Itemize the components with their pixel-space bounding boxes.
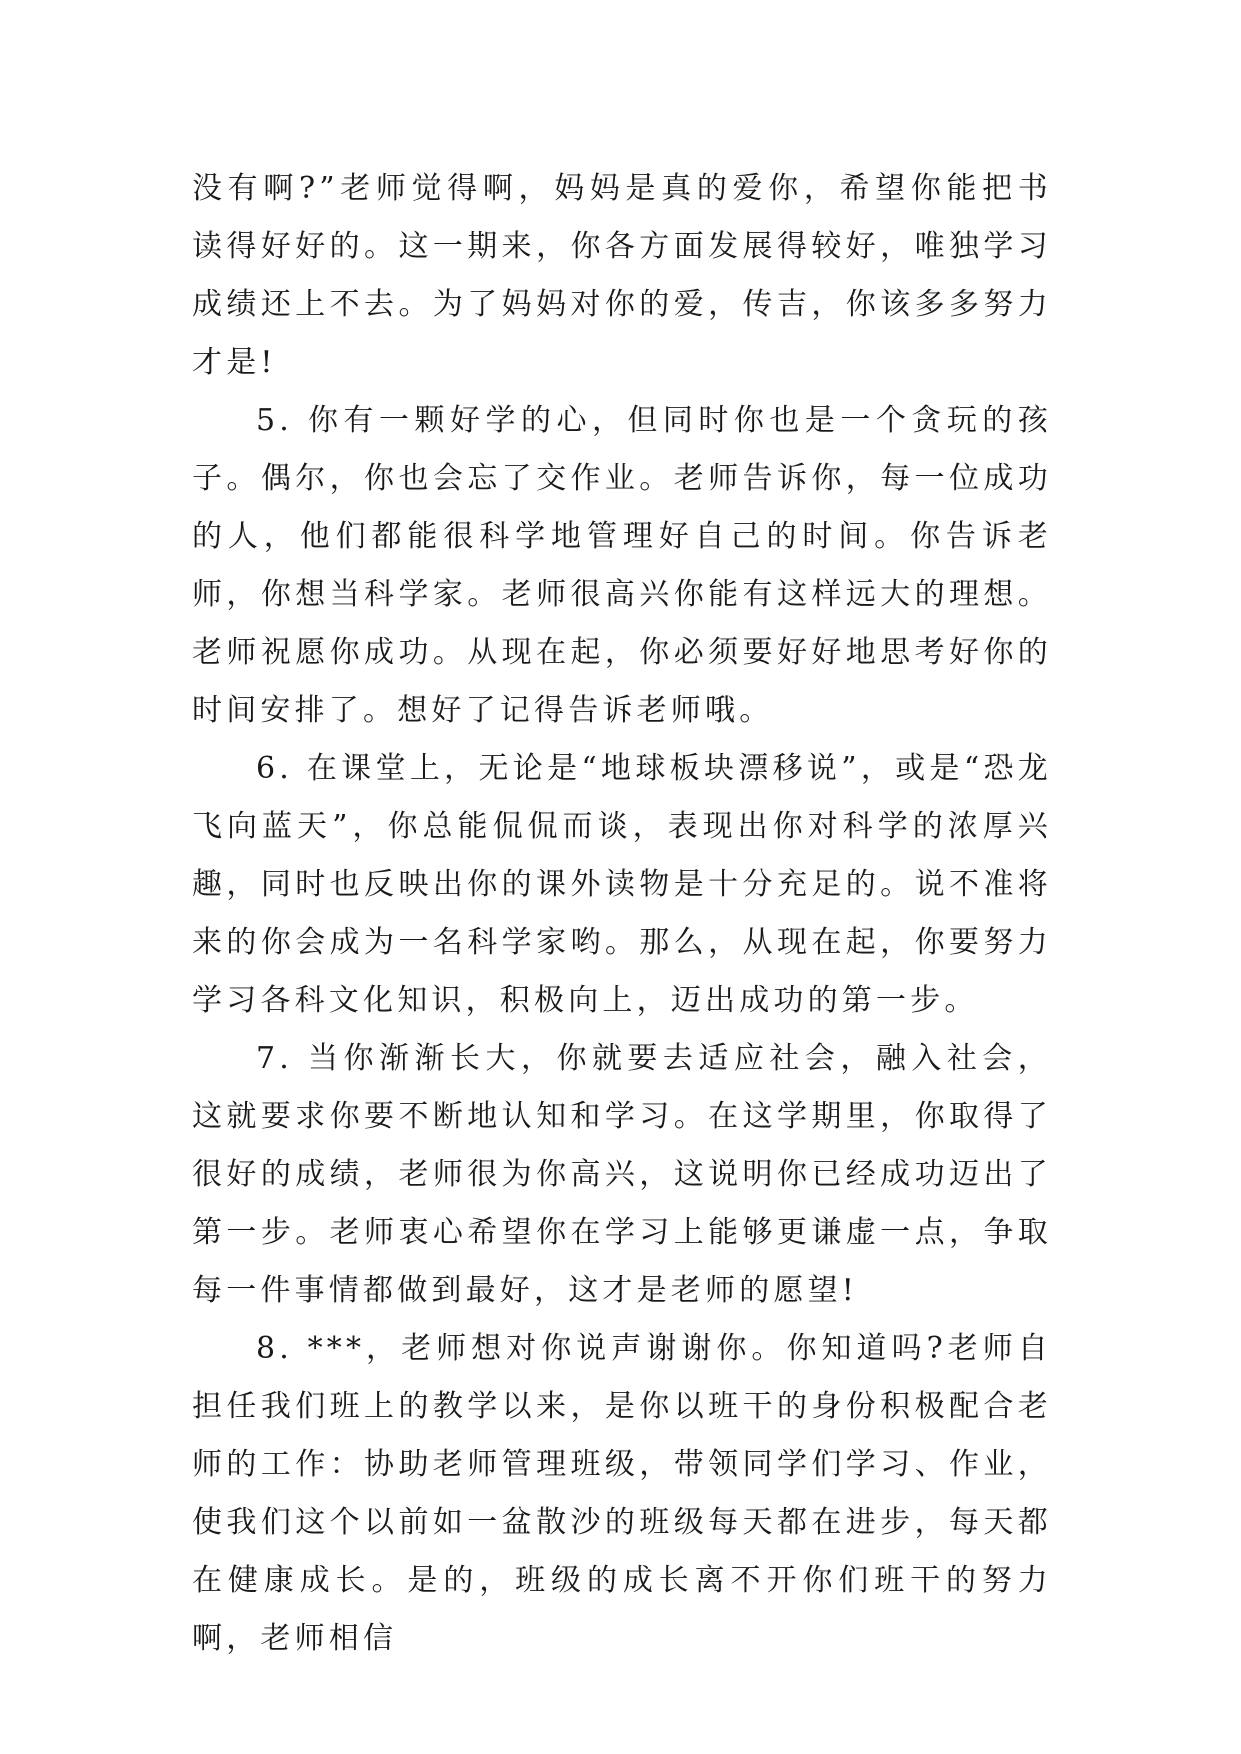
paragraph-continuation: 没有啊?”老师觉得啊，妈妈是真的爱你，希望你能把书读得好好的。这一期来，你各方面发展得较好，唯独学习成绩还上不去。为了妈妈对你的爱，传吉，你该多多努力才是! [192, 171, 1052, 380]
paragraph-comment-6: 6. 在课堂上，无论是“地球板块漂移说”，或是“恐龙飞向蓝天”，你总能侃侃而谈，表现出你对科学的浓厚兴趣，同时也反映出你的课外读物是十分充足的。说不准将来的你会成为一名科学家哟。那么，从现在起，你要努力学习各科文化知识，积极向上，迈出成功的第一步。 [192, 751, 1052, 1018]
document-body [192, 160, 1052, 1668]
paragraph-comment-7: 7. 当你渐渐长大，你就要去适应社会，融入社会，这就要求你要不断地认知和学习。在这学期里，你取得了很好的成绩，老师很为你高兴，这说明你已经成功迈出了第一步。老师衷心希望你在学习上能够更谦虚一点，争取每一件事情都做到最好，这才是老师的愿望! [192, 1041, 1052, 1308]
paragraph-comment-8: 8. ***，老师想对你说声谢谢你。你知道吗?老师自担任我们班上的教学以来，是你以班干的身份积极配合老师的工作：协助老师管理班级，带领同学们学习、作业，使我们这个以前如一盆散沙的班级每天都在进步，每天都在健康成长。是的，班级的成长离不开你们班干的努力啊，老师相信 [192, 1331, 1052, 1656]
paragraph-comment-5: 5. 你有一颗好学的心，但同时你也是一个贪玩的孩子。偶尔，你也会忘了交作业。老师告诉你，每一位成功的人，他们都能很科学地管理好自己的时间。你告诉老师，你想当科学家。老师很高兴你能有这样远大的理想。老师祝愿你成功。从现在起，你必须要好好地思考好你的时间安排了。想好了记得告诉老师哦。 [192, 403, 1052, 728]
